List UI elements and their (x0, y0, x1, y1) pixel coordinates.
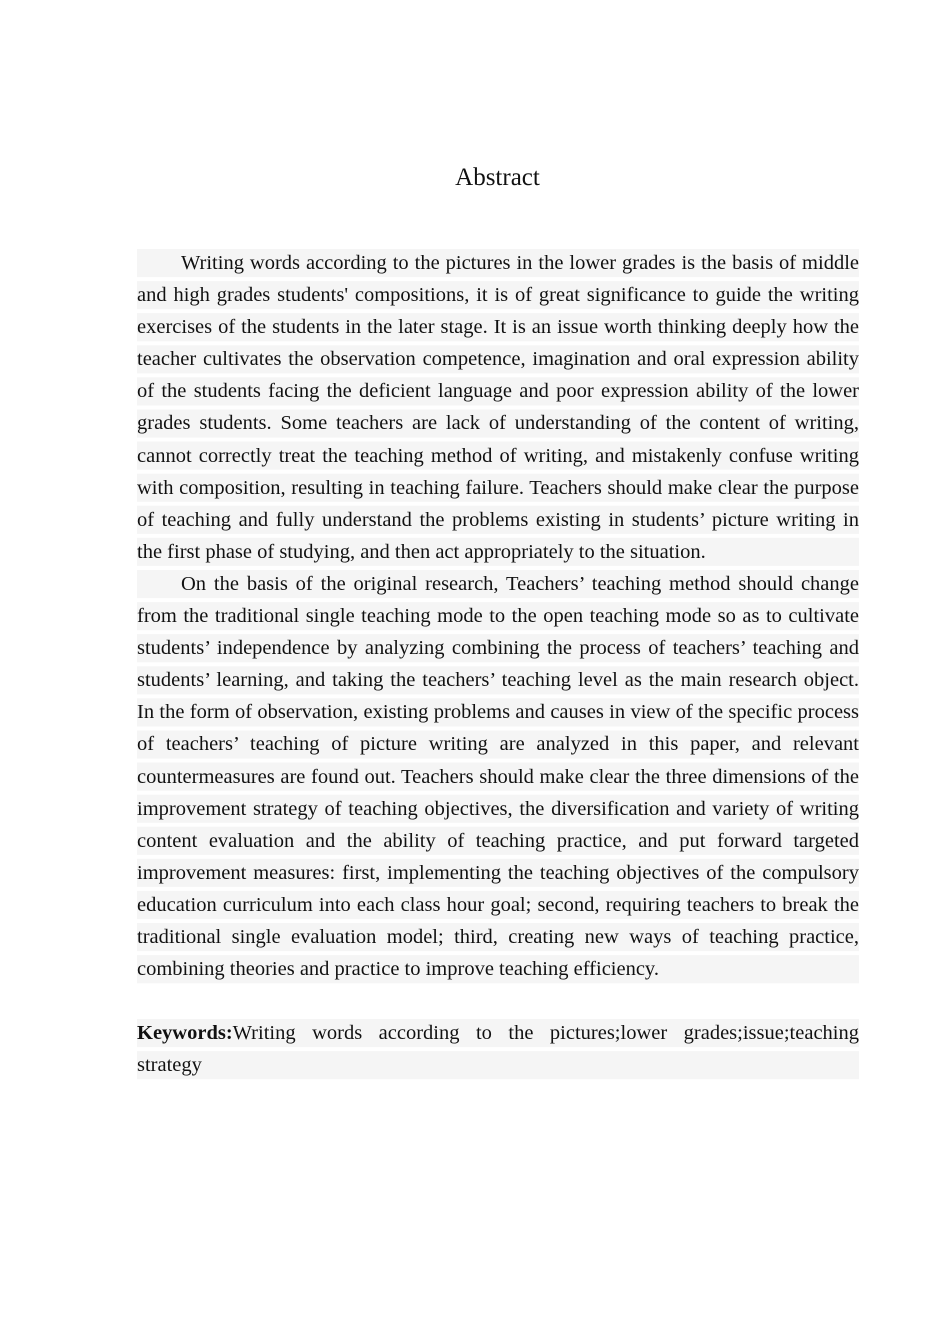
abstract-paragraph-2: On the basis of the original research, Teachers’ teaching method should change from the traditional single teaching mode to the open teaching mode so as to cultivate students’ independence by analyzing combining the process of teachers’ teaching and students’ learning, and taking the teachers’ teaching level as the main research object. In the form of observation, existing problems and causes in view of the specific process of teachers’ teaching of picture writing are analyzed in this paper, and relevant countermeasures are found out. Teachers should make clear the three dimensions of the improvement strategy of teaching objectives, the diversification and variety of writing content evaluation and the ability of teaching practice, and put forward targeted improvement measures: first, implementing the teaching objectives of the compulsory education curriculum into each class hour goal; second, requiring teachers to break the traditional single evaluation model; third, creating new ways of teaching practice, combining theories and practice to improve teaching efficiency. (137, 568, 859, 985)
keywords-text: Writing words according to the pictures;lower grades;issue;teaching strategy (137, 1022, 859, 1077)
abstract-title: Abstract (455, 164, 540, 191)
abstract-paragraph-1: Writing words according to the pictures in the lower grades is the basis of middle and high grades students' compositions, it is of great significance to guide the writing exercises of the students in the later stage. It is an issue worth thinking deeply how the teacher cultivates the observation competence, imagination and oral expression ability of the students facing the deficient language and poor expression ability of the lower grades students. Some teachers are lack of understanding of the content of writing, cannot correctly treat the teaching method of writing, and mistakenly confuse writing with composition, resulting in teaching failure. Teachers should make clear the purpose of teaching and fully understand the problems existing in students’ picture writing in the first phase of studying, and then act appropriately to the situation. (137, 247, 859, 568)
keywords-label: Keywords: (137, 1022, 233, 1045)
abstract-body (137, 247, 859, 1081)
keywords-line (137, 1017, 859, 1081)
